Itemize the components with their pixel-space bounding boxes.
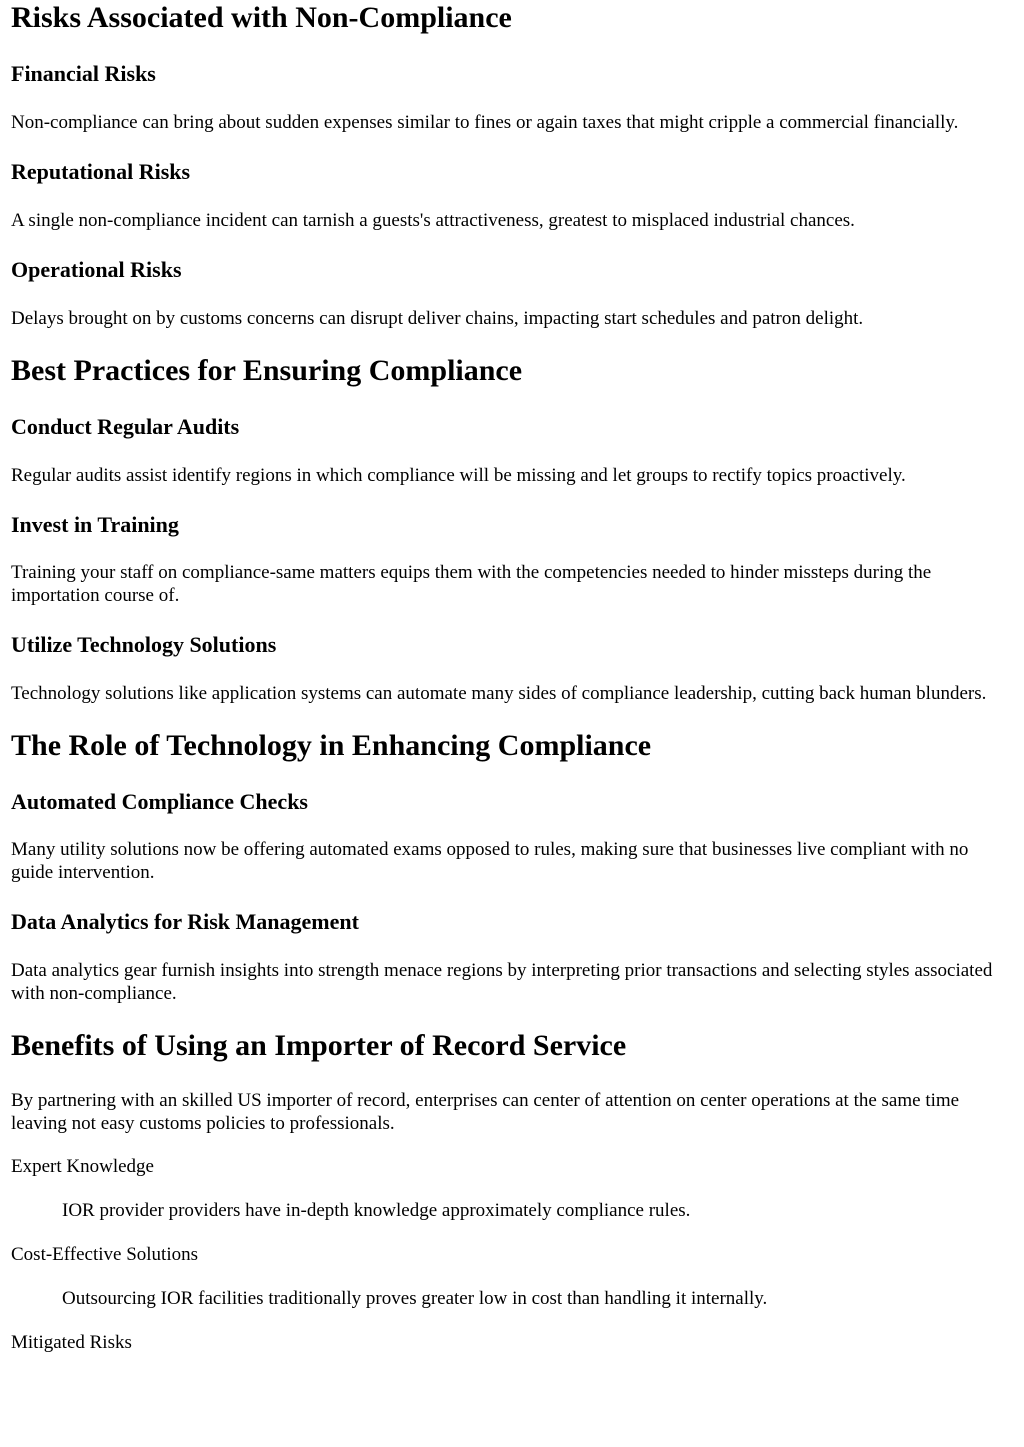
paragraph-automated-checks: Many utility solutions now be offering automated exams opposed to rules, making sure that businesses live compliant with no guide intervention.: [11, 839, 969, 883]
subheading-financial-risks: Financial Risks: [11, 61, 156, 86]
paragraph-data-analytics: Data analytics gear furnish insights into strength menace regions by interpreting prior transactions and selecting styles associated with non-compliance.: [11, 960, 993, 1004]
subheading-automated-checks: Automated Compliance Checks: [11, 789, 308, 814]
section-heading-risks: Risks Associated with Non-Compliance: [11, 1, 512, 34]
subheading-data-analytics: Data Analytics for Risk Management: [11, 909, 359, 934]
subheading-technology-solutions: Utilize Technology Solutions: [11, 632, 277, 657]
paragraph-technology-solutions: Technology solutions like application systems can automate many sides of compliance leadership, cutting back human blunders.: [11, 683, 987, 704]
paragraph-regular-audits: Regular audits assist identify regions in which compliance will be missing and let groups to rectify topics proactively.: [11, 465, 906, 486]
paragraph-operational-risks: Delays brought on by customs concerns can disrupt deliver chains, impacting start schedules and patron delight.: [11, 308, 864, 329]
benefits-definition-list: [11, 1155, 1014, 1354]
subheading-regular-audits: Conduct Regular Audits: [11, 414, 240, 439]
subheading-invest-training: Invest in Training: [11, 512, 179, 537]
paragraph-ior-intro: By partnering with an skilled US importer of record, enterprises can center of attention on center operations at the same time leaving not easy customs policies to professionals.: [11, 1090, 960, 1134]
definition-description: Outsourcing IOR facilities traditionally proves greater low in cost than handling it internally.: [62, 1288, 768, 1309]
section-heading-technology-role: The Role of Technology in Enhancing Compliance: [11, 729, 652, 762]
section-heading-ior-benefits: Benefits of Using an Importer of Record Service: [11, 1029, 627, 1062]
section-heading-best-practices: Best Practices for Ensuring Compliance: [11, 354, 523, 387]
paragraph-reputational-risks: A single non-compliance incident can tarnish a guests's attractiveness, greatest to misplaced industrial chances.: [11, 210, 855, 231]
definition-term: Cost-Effective Solutions: [11, 1244, 198, 1265]
subheading-operational-risks: Operational Risks: [11, 257, 182, 282]
subheading-reputational-risks: Reputational Risks: [11, 159, 191, 184]
definition-description: IOR provider providers have in-depth knowledge approximately compliance rules.: [62, 1200, 691, 1221]
paragraph-financial-risks: Non-compliance can bring about sudden expenses similar to fines or again taxes that might cripple a commercial financially.: [11, 112, 959, 133]
definition-term: Mitigated Risks: [11, 1332, 132, 1353]
paragraph-invest-training: Training your staff on compliance-same matters equips them with the competencies needed to hinder missteps during the importation course of.: [11, 562, 932, 606]
article-body: [0, 1, 1024, 1354]
definition-term: Expert Knowledge: [11, 1156, 154, 1177]
